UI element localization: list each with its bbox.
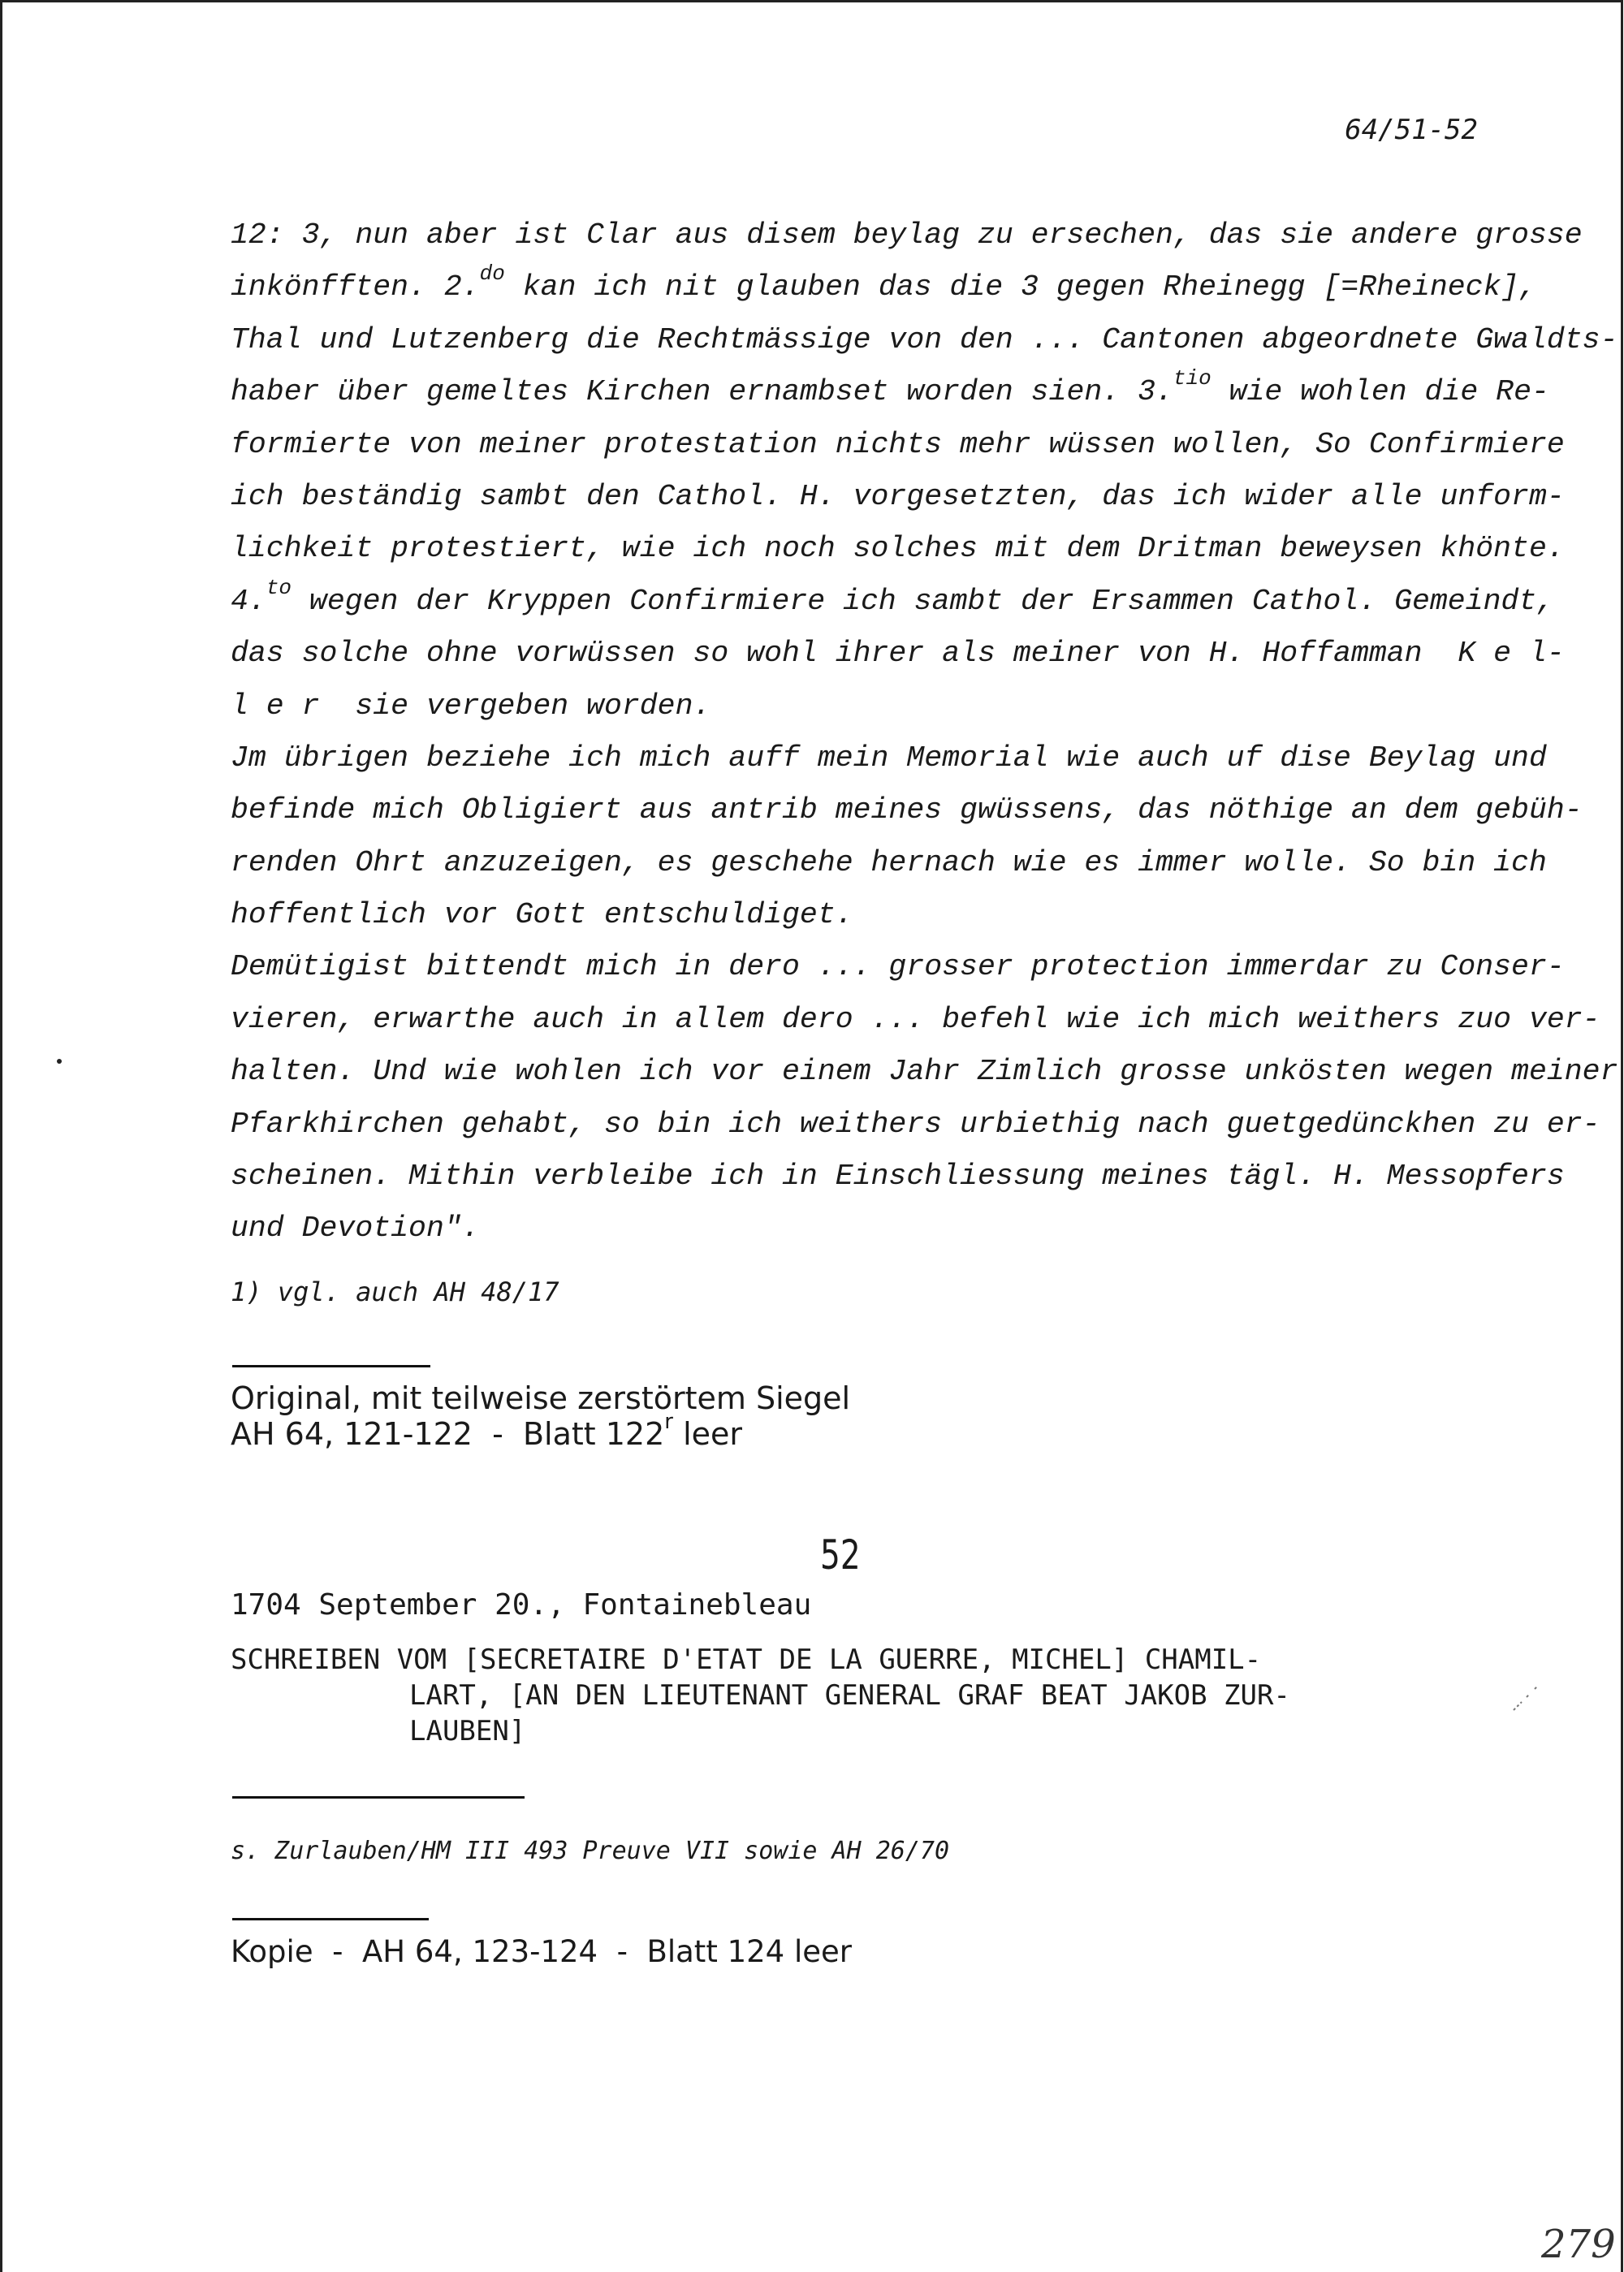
letter-line-text: Thal und Lutzenberg die Rechtmässige von den ... Cantonen abgeordnete Gwaldts-	[231, 322, 1618, 356]
pencil-mark-icon	[1510, 1684, 1543, 1713]
letter-line-text: 4.	[231, 584, 266, 618]
letter-line	[231, 261, 1537, 313]
letter-line-text: kan ich nit glauben das die 3 gegen Rheinegg [=Rheineck],	[504, 270, 1537, 305]
letter-line-text: renden Ohrt anzuzeigen, es geschehe hernach wie es immer wolle. So bin ich	[231, 845, 1547, 879]
letter-line-text: befinde mich Obligiert aus antrib meines gwüssens, das nöthige an dem gebüh-	[231, 793, 1583, 827]
superscript: do	[479, 261, 505, 287]
footnote: 1) vgl. auch AH 48/17	[231, 1276, 559, 1307]
letter-line	[231, 366, 1549, 418]
letter-line-text: wegen der Kryppen Confirmiere ich sambt der Ersammen Cathol. Gemeindt,	[292, 584, 1555, 618]
letter-line	[231, 1203, 1514, 1255]
source-text: AH 64, 121-122 - Blatt 122	[231, 1416, 665, 1452]
letter-line-text: lichkeit protestiert, wie ich noch solches mit dem Dritman beweysen khönte.	[231, 532, 1565, 566]
letter-line	[231, 575, 1555, 628]
letter-line	[231, 994, 1600, 1046]
reference-note: s. Zurlauben/HM III 493 Preuve VII sowie AH 26/70	[231, 1837, 950, 1865]
superscript: r	[664, 1410, 673, 1435]
document-number: 52	[820, 1531, 861, 1579]
letter-line-text: wie wohlen die Re-	[1211, 375, 1549, 409]
divider-rule	[232, 1918, 429, 1920]
superscript: tio	[1173, 366, 1212, 391]
letter-line-text: scheinen. Mithin verbleibe ich in Einschliessung meines tägl. H. Messopfers	[231, 1160, 1565, 1194]
letter-line	[231, 209, 1583, 261]
letter-line	[231, 680, 1514, 732]
letter-line	[231, 628, 1565, 680]
letter-line-text: Demütigist bittendt mich in dero ... grosser protection immerdar zu Conser-	[231, 950, 1565, 984]
letter-line-text: und Devotion".	[231, 1212, 480, 1246]
letter-line-text: Jm übrigen beziehe ich mich auff mein Memorial wie auch uf dise Beylag und	[231, 741, 1547, 775]
letter-line	[231, 1151, 1565, 1203]
letter-line	[231, 419, 1565, 471]
source-line	[231, 1410, 850, 1452]
letter-line	[231, 732, 1547, 784]
letter-line-text: Pfarkhirchen gehabt, so bin ich weithers urbiethig nach guetgedünckhen zu er-	[231, 1107, 1600, 1141]
letter-line-text: ich beständig sambt den Cathol. H. vorgesetzten, das ich wider alle unform-	[231, 479, 1565, 513]
letter-line-text: haber über gemeltes Kirchen ernambset worden sien. 3.	[231, 375, 1173, 409]
letter-line	[231, 1099, 1600, 1151]
title-line: SCHREIBEN VOM [SECRETAIRE D'ETAT DE LA GUERRE, MICHEL] CHAMIL-	[231, 1644, 1262, 1676]
source-line: Original, mit teilweise zerstörtem Siegel	[231, 1380, 851, 1416]
handwritten-folio-number: 279	[1541, 2222, 1616, 2267]
letter-line	[231, 1046, 1618, 1098]
scan-border-left	[0, 0, 2, 2272]
title-line: LAUBEN]	[409, 1715, 526, 1747]
letter-line	[231, 523, 1565, 575]
document-title	[231, 1642, 1497, 1749]
document-date: 1704 September 20., Fontainebleau	[231, 1588, 812, 1622]
copy-info: Kopie - AH 64, 123-124 - Blatt 124 leer	[231, 1934, 852, 1969]
letter-line-text: hoffentlich vor Gott entschuldiget.	[231, 898, 853, 932]
letter-line	[231, 837, 1547, 889]
title-line: LART, [AN DEN LIEUTENANT GENERAL GRAF BEAT JAKOB ZUR-	[409, 1679, 1290, 1712]
scan-speck	[57, 1059, 62, 1064]
letter-line	[231, 784, 1583, 836]
letter-line-text: halten. Und wie wohlen ich vor einem Jahr Zimlich grosse unkösten wegen meiner	[231, 1055, 1618, 1089]
letter-line	[231, 941, 1565, 993]
divider-rule	[232, 1365, 430, 1367]
letter-line-text: l e r sie vergeben worden.	[231, 689, 711, 723]
scan-border-right	[1621, 0, 1623, 2272]
letter-line-text: inkönfften. 2.	[231, 270, 480, 305]
letter-line	[231, 471, 1565, 523]
source-note	[231, 1380, 850, 1452]
letter-line	[231, 314, 1618, 366]
scan-border-top	[0, 0, 1621, 2]
letter-line-text: formierte von meiner protestation nichts mehr wüssen wollen, So Confirmiere	[231, 427, 1565, 461]
divider-rule	[232, 1796, 525, 1799]
letter-line	[231, 889, 1514, 941]
letter-line-text: vieren, erwarthe auch in allem dero ... befehl wie ich mich weithers zuo ver-	[231, 1002, 1600, 1036]
letter-line-text: 12: 3, nun aber ist Clar aus disem beylag zu ersechen, das sie andere grosse	[231, 218, 1583, 252]
letter-line-text: das solche ohne vorwüssen so wohl ihrer als meiner von H. Hoffamman K e l-	[231, 637, 1565, 671]
superscript: to	[266, 575, 292, 600]
letter-text	[231, 209, 1618, 1255]
source-text: leer	[673, 1416, 743, 1452]
page-reference: 64/51-52	[1345, 114, 1478, 146]
